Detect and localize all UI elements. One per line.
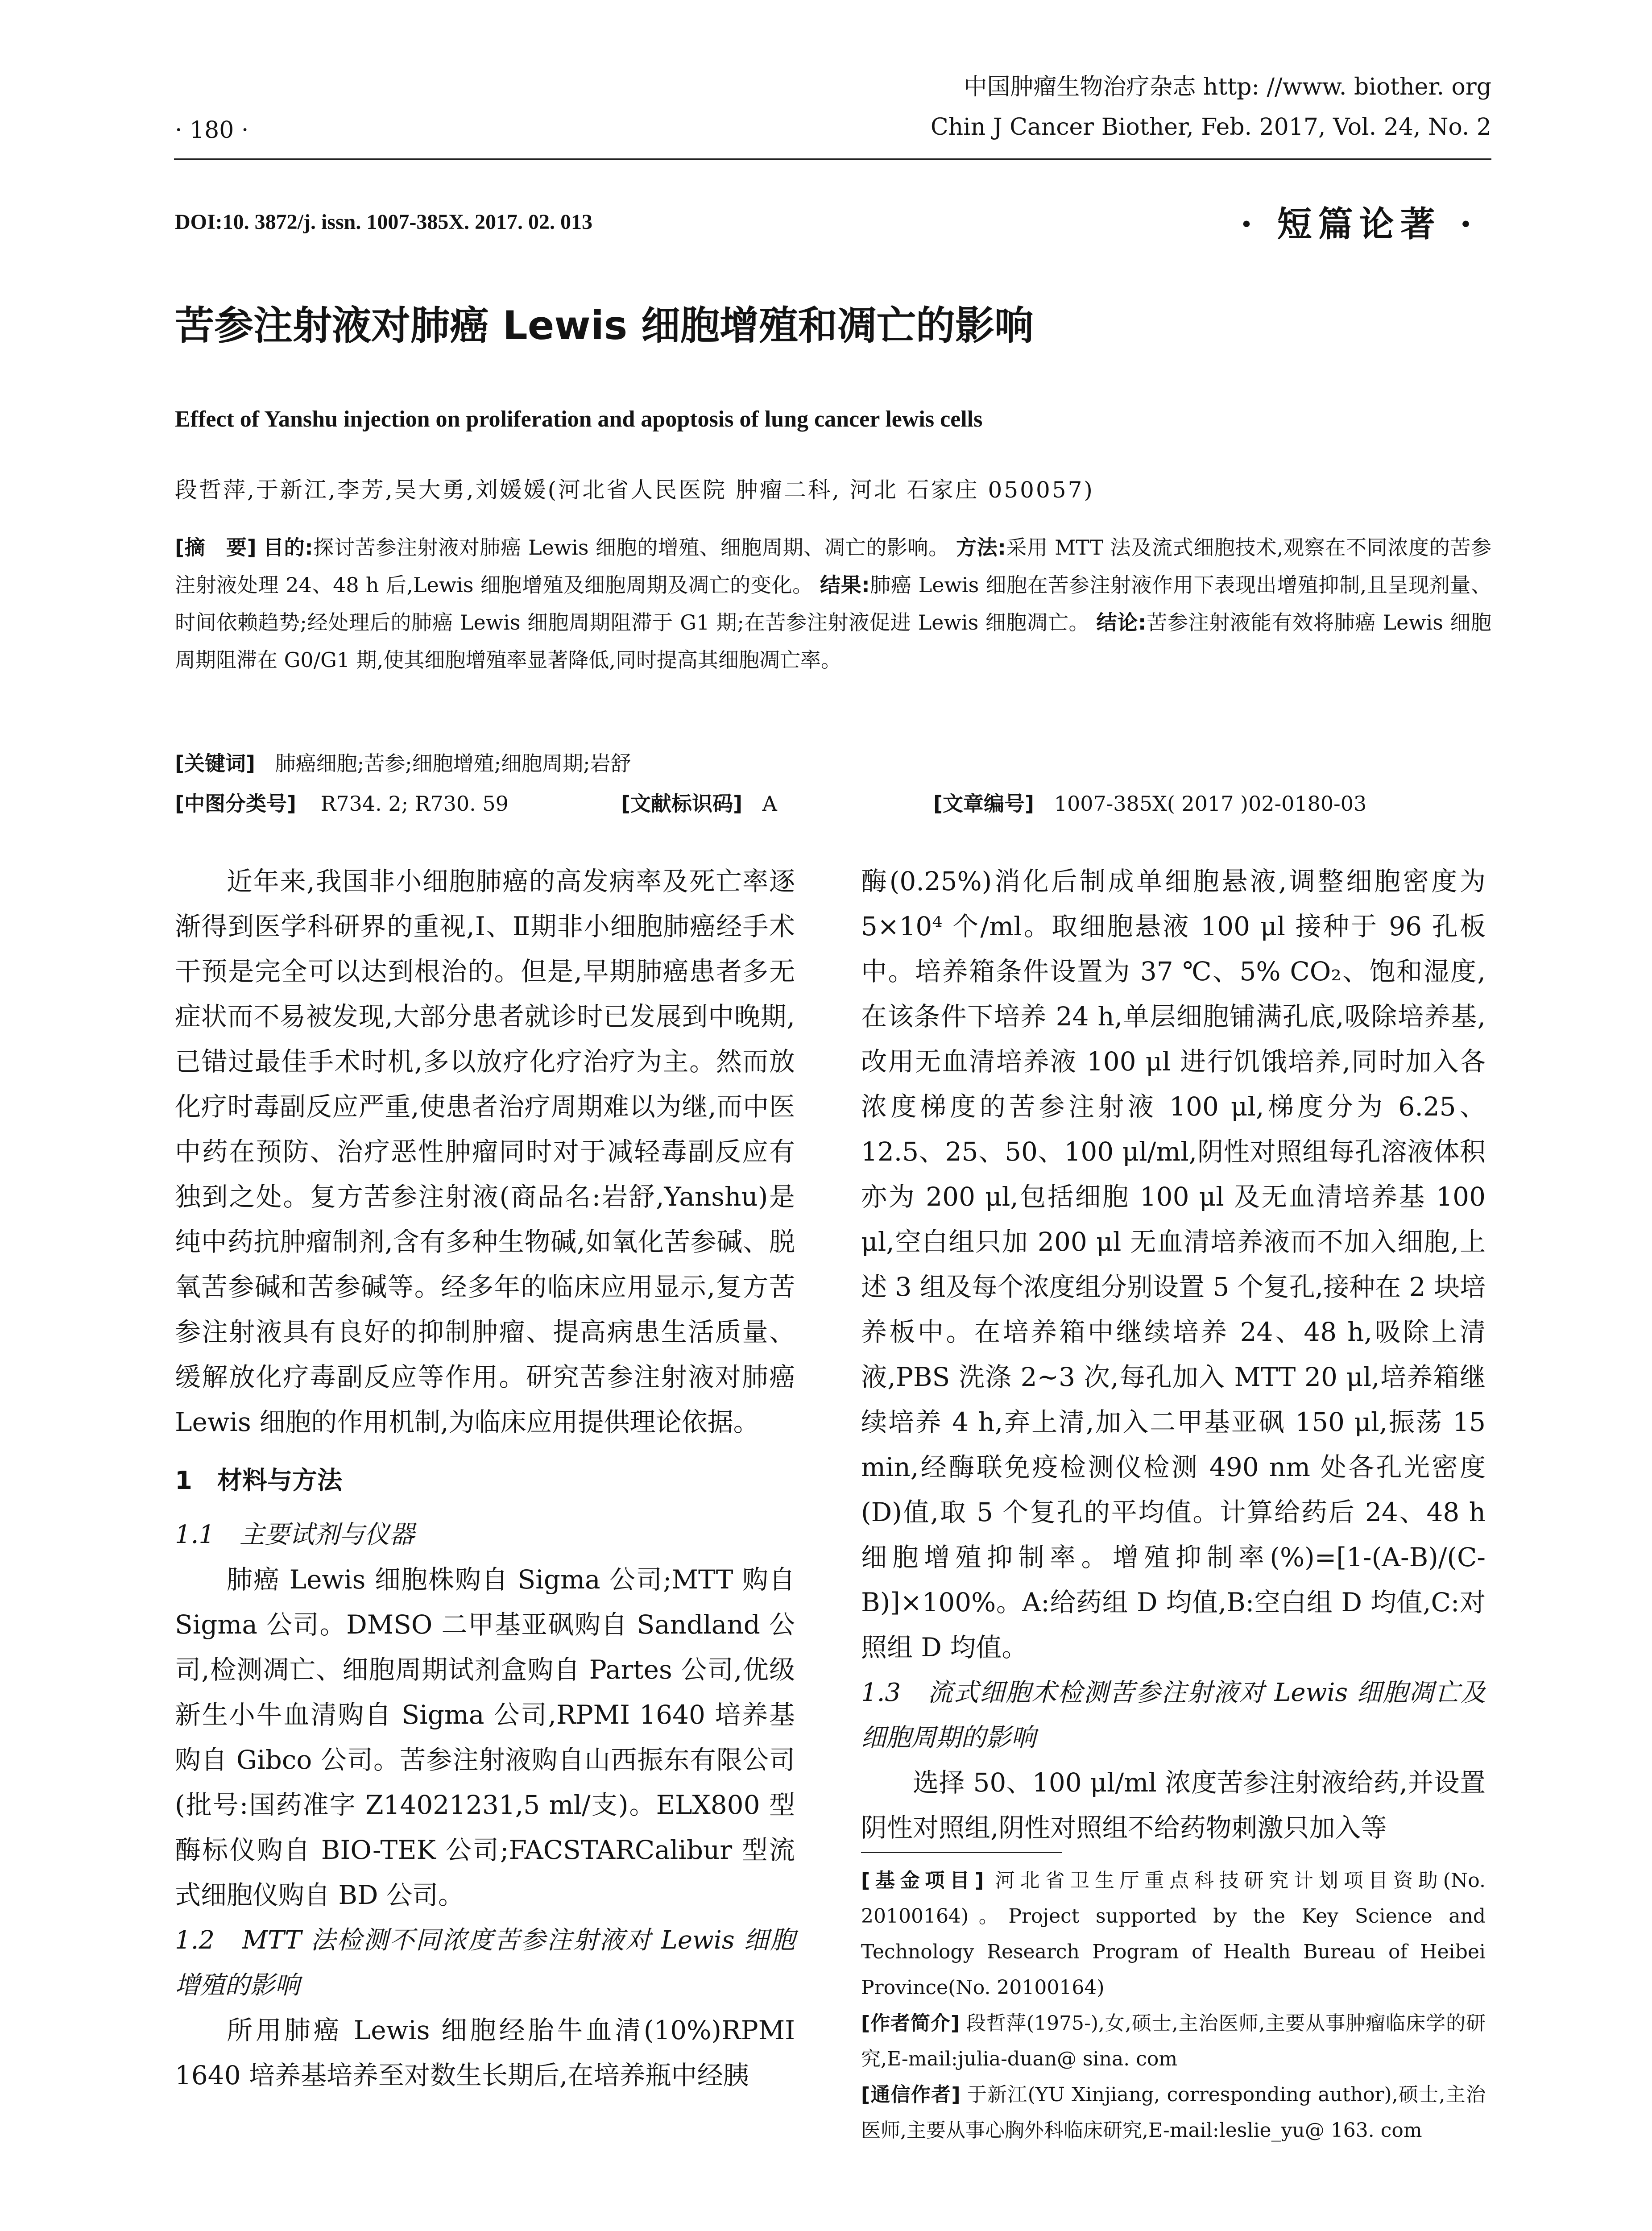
keywords bbox=[175, 747, 631, 777]
reagents-paragraph: 肺癌 Lewis 细胞株购自 Sigma 公司;MTT 购自 Sigma 公司。DMSO 二甲基亚砜购自 Sandland 公司,检测凋亡、细胞周期试剂盒购自 Partes 公司,优级新生小牛血清购自 Sigma 公司,RPMI 1640 培养基购自 Gibco 公司。苦参注射液购自山西振东有限公司(批号:国药准字 Z14021231,5 ml/支)。ELX800 型酶标仪购自 BIO-TEK 公司;FACSTARCalibur 型流式细胞仪购自 BD 公司。 bbox=[175, 1564, 795, 1910]
abstract bbox=[175, 529, 1491, 679]
section-heading-1: 1 材料与方法 bbox=[175, 1466, 342, 1495]
subsection-heading-1-2: 1.2 MTT 法检测不同浓度苦参注射液对 Lewis 细胞增殖的影响 bbox=[175, 1926, 795, 2000]
article-no-label: [文章编号] bbox=[933, 792, 1035, 816]
intro-paragraph: 近年来,我国非小细胞肺癌的高发病率及死亡率逐渐得到医学科研界的重视,Ⅰ、Ⅱ期非小细胞肺癌经手术干预是完全可以达到根治的。但是,早期肺癌患者多无症状而不易被发现,大部分患者就诊时已发展到中晚期,已错过最佳手术时机,多以放疗化疗治疗为主。然而放化疗时毒副反应严重,使患者治疗周期难以为继,而中医中药在预防、治疗恶性肿瘤同时对于减轻毒副反应有独到之处。复方苦参注射液(商品名:岩舒,Yanshu)是纯中药抗肿瘤制剂,含有多种生物碱,如氧化苦参碱、脱氧苦参碱和苦参碱等。经多年的临床应用显示,复方苦参注射液具有良好的抑制肿瘤、提高病患生活质量、缓解放化疗毒副反应等作用。研究苦参注射液对肺癌 Lewis 细胞的作用机制,为临床应用提供理论依据。 bbox=[175, 866, 795, 1437]
footnote-divider bbox=[861, 1852, 1062, 1853]
article-title-en: Effect of Yanshu injection on proliferation and apoptosis of lung cancer lewis cells bbox=[175, 406, 983, 432]
subsection-heading-1-3: 1.3 流式细胞术检测苦参注射液对 Lewis 细胞凋亡及细胞周期的影响 bbox=[861, 1678, 1486, 1752]
funding-label: [基金项目] bbox=[861, 1869, 984, 1892]
objective-text: 探讨苦参注射液对肺癌 Lewis 细胞的增殖、细胞周期、凋亡的影响。 bbox=[313, 535, 949, 560]
doi: DOI:10. 3872/j. issn. 1007-385X. 2017. 02. 013 bbox=[175, 210, 593, 234]
abstract-label: [摘 要] bbox=[175, 535, 257, 560]
conclusion-text: 苦参注射液能有效将肺癌 Lewis 细胞周期阻滞在 G0/G1 期,使其细胞增殖率显著降低,同时提高其细胞凋亡率。 bbox=[175, 610, 1491, 672]
clc-value: R734. 2; R730. 59 bbox=[320, 792, 509, 816]
conclusion-label: 结论: bbox=[1096, 610, 1147, 634]
author-bio-note bbox=[861, 2006, 1486, 2077]
methods-text: 采用 MTT 法及流式细胞技术,观察在不同浓度的苦参注射液处理 24、48 h 后,Lewis 细胞增殖及细胞周期及凋亡的变化。 bbox=[175, 535, 1492, 597]
doc-code-value: A bbox=[762, 792, 777, 816]
corresponding-text: 于新江(YU Xinjiang, corresponding author),硕士,主治医师,主要从事心胸外科临床研究,E-mail:leslie_yu@ 163. com bbox=[861, 2083, 1486, 2142]
funding-note bbox=[861, 1863, 1486, 2006]
section-tag: · 短篇论著 · bbox=[1240, 204, 1478, 245]
classification-line bbox=[175, 788, 1491, 817]
authors: 段哲萍,于新江,李芳,吴大勇,刘媛媛(河北省人民医院 肿瘤二科, 河北 石家庄 050057) bbox=[175, 477, 1094, 503]
article-no-value: 1007-385X( 2017 )02-0180-03 bbox=[1054, 792, 1367, 816]
corresponding-label: [通信作者] bbox=[861, 2083, 961, 2106]
article-title-cn: 苦参注射液对肺癌 Lewis 细胞增殖和凋亡的影响 bbox=[175, 303, 1034, 348]
results-text: 肺癌 Lewis 细胞在苦参注射液作用下表现出增殖抑制,且呈现剂量、时间依赖趋势;经处理后的肺癌 Lewis 细胞周期阻滞于 G1 期;在苦参注射液促进 Lewis 细胞凋亡。 bbox=[175, 573, 1492, 634]
journal-citation-en: Chin J Cancer Biother, Feb. 2017, Vol. 24, No. 2 bbox=[930, 114, 1491, 141]
results-label: 结果: bbox=[820, 573, 870, 597]
keywords-label: [关键词] bbox=[175, 751, 256, 775]
header-divider bbox=[174, 158, 1491, 160]
author-bio-text: 段哲萍(1975-),女,硕士,主治医师,主要从事肿瘤临床学的研究,E-mail:julia-duan@ sina. com bbox=[861, 2012, 1486, 2070]
doc-code-label: [文献标识码] bbox=[621, 792, 743, 816]
subsection-heading-1-1: 1.1 主要试剂与仪器 bbox=[175, 1520, 415, 1549]
corresponding-note bbox=[861, 2077, 1486, 2148]
body-column-left bbox=[175, 859, 795, 2098]
methods-label: 方法: bbox=[956, 535, 1006, 560]
flow-paragraph: 选择 50、100 μl/ml 浓度苦参注射液给药,并设置阴性对照组,阴性对照组不给药物刺激只加入等 bbox=[861, 1767, 1486, 1843]
body-column-right bbox=[861, 859, 1486, 1850]
mtt-paragraph-start: 所用肺癌 Lewis 细胞经胎牛血清(10%)RPMI 1640 培养基培养至对数生长期后,在培养瓶中经胰 bbox=[175, 2015, 795, 2090]
keywords-text: 肺癌细胞;苦参;细胞增殖;细胞周期;岩舒 bbox=[275, 751, 631, 775]
journal-header bbox=[644, 67, 1491, 147]
footnotes bbox=[861, 1863, 1486, 2148]
mtt-paragraph-continued: 酶(0.25%)消化后制成单细胞悬液,调整细胞密度为 5×10⁴ 个/ml。取细胞悬液 100 μl 接种于 96 孔板中。培养箱条件设置为 37 ℃、5% CO₂、饱和湿度,在该条件下培养 24 h,单层细胞铺满孔底,吸除培养基,改用无血清培养液 100 μl 进行饥饿培养,同时加入各浓度梯度的苦参注射液 100 μl,梯度分为 6.25、12.5、25、50、100 μl/ml,阴性对照组每孔溶液体积亦为 200 μl,包括细胞 100 μl 及无血清培养基 100 μl,空白组只加 200 μl 无血清培养液而不加入细胞,上述 3 组及每个浓度组分别设置 5 个复孔,接种在 2 块培养板中。在培养箱中继续培养 24、48 h,吸除上清液,PBS 洗涤 2~3 次,每孔加入 MTT 20 μl,培养箱继续培养 4 h,弃上清,加入二甲基亚砜 150 μl,振荡 15 min,经酶联免疫检测仪检测 490 nm 处各孔光密度(D)值,取 5 个复孔的平均值。计算给药后 24、48 h 细胞增殖抑制率。增殖抑制率(%)=[1-(A-B)/(C-B)]×100%。A:给药组 D 均值,B:空白组 D 均值,C:对照组 D 均值。 bbox=[861, 866, 1486, 1663]
objective-label: 目的: bbox=[263, 535, 313, 560]
clc-label: [中图分类号] bbox=[175, 792, 297, 816]
author-bio-label: [作者简介] bbox=[861, 2012, 960, 2035]
funding-text: 河北省卫生厅重点科技研究计划项目资助(No. 20100164)。Project supported by the Key Science and Technology Research Program of Health Bureau of Heibei Province(No. 20100164) bbox=[861, 1869, 1486, 1999]
page-number: · 180 · bbox=[175, 117, 249, 144]
journal-name-cn: 中国肿瘤生物治疗杂志 http: //www. biother. org bbox=[964, 74, 1491, 100]
